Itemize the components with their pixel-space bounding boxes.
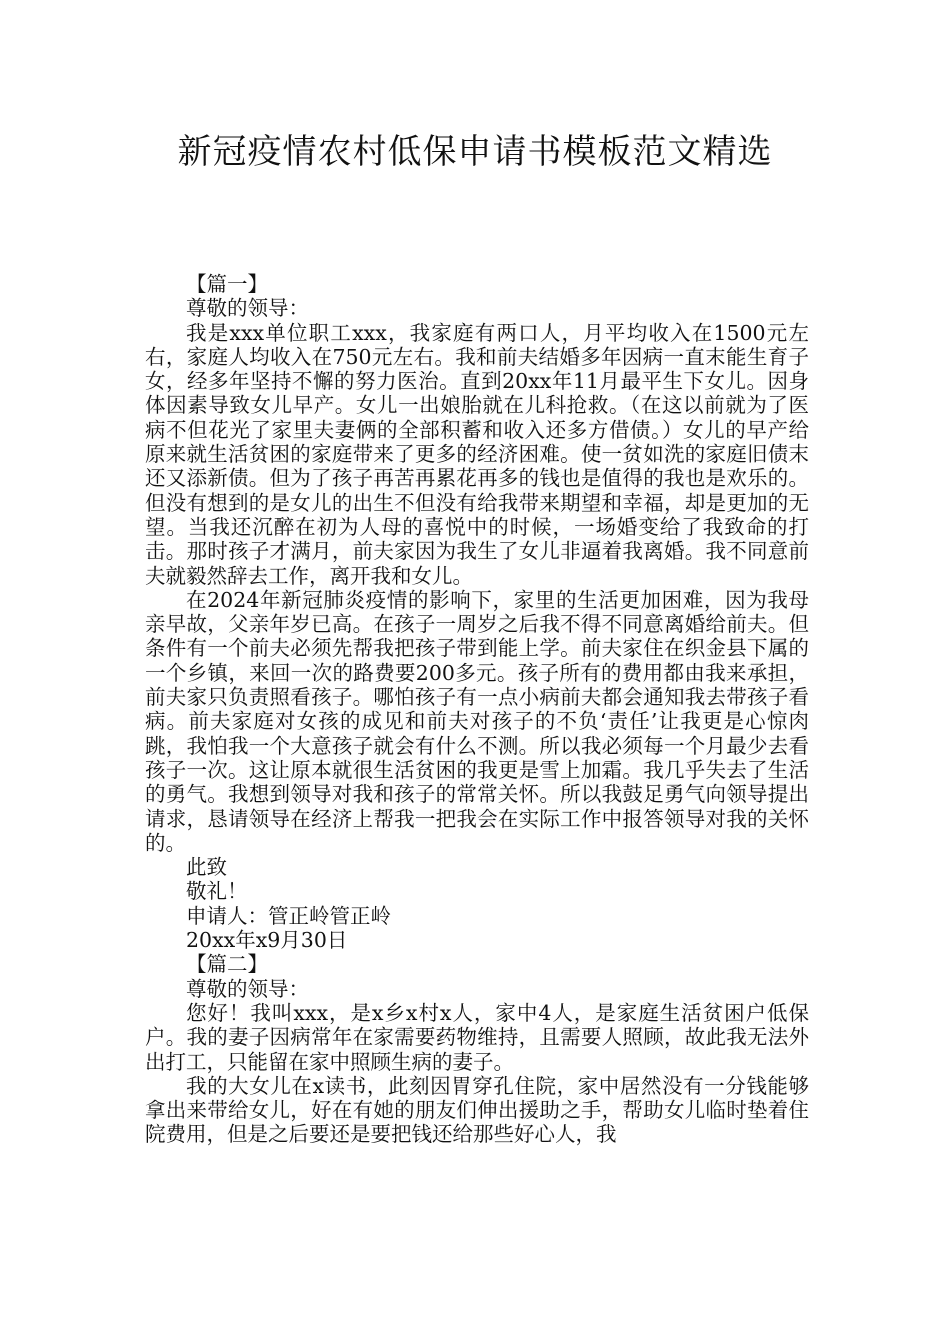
applicant-line: 申请人：管正岭管正岭 xyxy=(186,903,391,928)
section-heading-2: 【篇二】 xyxy=(186,952,268,977)
section-heading-1: 【篇一】 xyxy=(186,272,268,296)
document-body xyxy=(145,272,809,1147)
paragraph: 您好！我叫xxx，是x乡x村x人，家中4人，是家庭生活贫困户低保户。我的妻子因病常年在家需要药物维持，且需要人照顾，故此我无法外出打工，只能留在家中照顾生病的妻子。 xyxy=(145,1000,809,1074)
closing-line: 此致 xyxy=(186,855,227,880)
salutation: 尊敬的领导： xyxy=(186,296,309,321)
salutation: 尊敬的领导： xyxy=(186,976,309,1001)
paragraph: 在2024年新冠肺炎疫情的影响下，家里的生活更加困难，因为我母亲早故，父亲年岁已高。在孩子一周岁之后我不得不同意离婚给前夫。但条件有一个前夫必须先帮我把孩子带到能上学。前夫家住在织金县下属的一个乡镇，来回一次的路费要200多元。孩子所有的费用都由我来承担，前夫家只负责照看孩子。哪怕孩子有一点小病前夫都会通知我去带孩子看病。前夫家庭对女孩的成见和前夫对孩子的不负‘责任’让我更是心惊肉跳，我怕我一个大意孩子就会有什么不测。所以我必须每一个月最少去看孩子一次。这让原本就很生活贫困的我更是雪上加霜。我几乎失去了生活的勇气。我想到领导对我和孩子的常常关怀。所以我鼓足勇气向领导提出请求，恳请领导在经济上帮我一把我会在实际工作中报答领导对我的关怀的。 xyxy=(145,587,809,855)
closing-salute: 敬礼！ xyxy=(186,879,248,904)
paragraph: 我是xxx单位职工xxx，我家庭有两口人，月平均收入在1500元左右，家庭人均收入在750元左右。我和前夫结婚多年因病一直末能生育子女，经多年坚持不懈的努力医治。直到20xx年11月最平生下女儿。因身体因素导致女儿早产。女儿一出娘胎就在儿科抢救。（在这以前就为了医病不但花光了家里夫妻俩的全部积蓄和收入还多方借债。）女儿的早产给原来就生活贫困的家庭带来了更多的经济困难。使一贫如洗的家庭旧债末还又添新债。但为了孩子再苦再累花再多的钱也是值得的我也是欢乐的。但没有想到的是女儿的出生不但没有给我带来期望和幸福，却是更加的无望。当我还沉醉在初为人母的喜悦中的时候，一场婚变给了我致命的打击。那时孩子才满月，前夫家因为我生了女儿非逼着我离婚。我不同意前夫就毅然辞去工作，离开我和女儿。 xyxy=(145,320,809,588)
document-title: 新冠疫情农村低保申请书模板范文精选 xyxy=(177,132,773,172)
paragraph: 我的大女儿在x读书，此刻因胃穿孔住院，家中居然没有一分钱能够拿出来带给女儿，好在有她的朋友们伸出援助之手，帮助女儿临时垫着住院费用，但是之后要还是要把钱还给那些好心人，我 xyxy=(145,1073,809,1147)
date-line: 20xx年x9月30日 xyxy=(186,928,348,953)
